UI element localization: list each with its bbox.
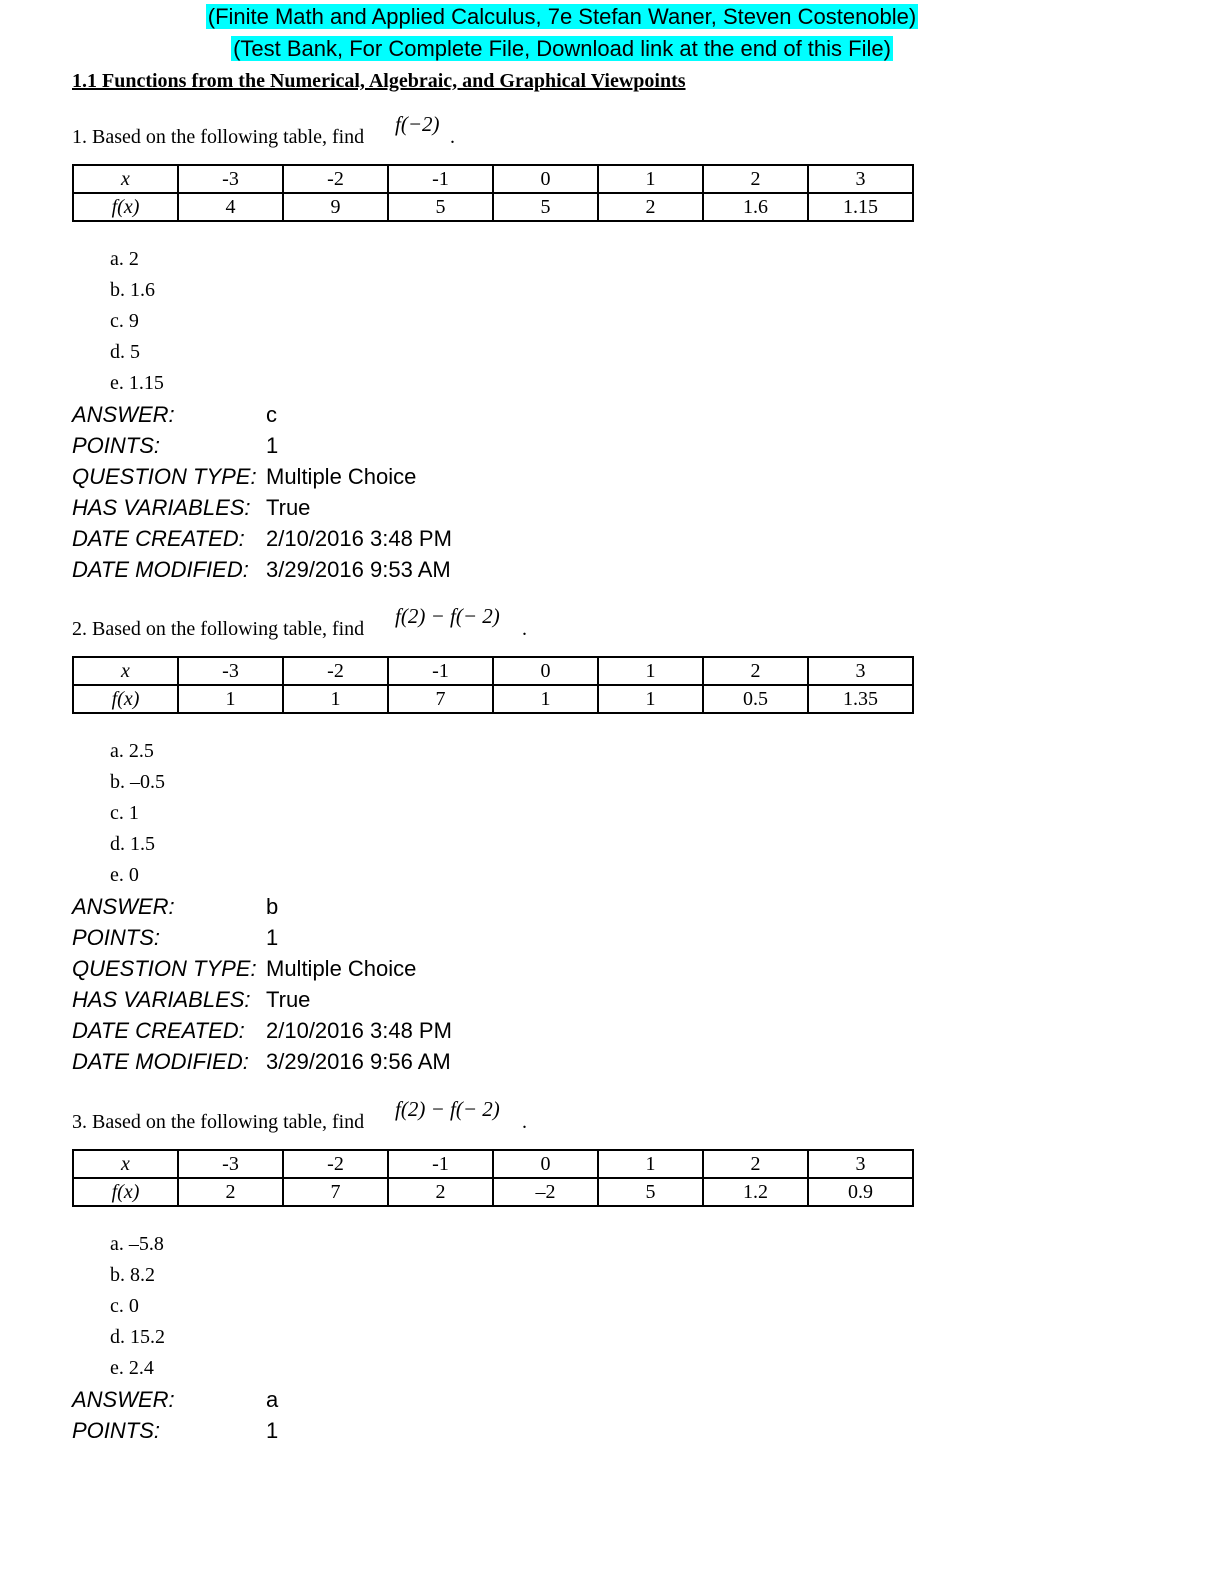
values-table [72, 1149, 914, 1207]
question-metadata [72, 399, 1172, 585]
points-label: POINTS: [72, 925, 161, 950]
values-table [72, 656, 914, 714]
table-cell: -3 [178, 165, 283, 193]
answer-value: a [266, 1387, 279, 1412]
table-cell: 5 [493, 193, 598, 221]
question-type-label: QUESTION TYPE: [72, 956, 257, 981]
math-expression: f(2) − f(− 2) [395, 1097, 500, 1121]
question-2 [72, 604, 1172, 1077]
table-cell: 3 [808, 1150, 913, 1178]
table-cell: 0 [493, 165, 598, 193]
period: . [522, 618, 527, 640]
date-created-label: DATE CREATED: [72, 526, 245, 551]
table-cell: 1 [178, 685, 283, 713]
answer-choices [110, 736, 1172, 891]
choice-e: e. 2.4 [110, 1357, 154, 1379]
table-row-fx [73, 685, 913, 713]
table-cell: 1.15 [808, 193, 913, 221]
header-line-1 [0, 3, 1174, 31]
table-cell: 3 [808, 165, 913, 193]
table-cell: 5 [598, 1178, 703, 1206]
table-cell: 4 [178, 193, 283, 221]
table-row-x [73, 1150, 913, 1178]
choice-c: c. 9 [110, 310, 139, 332]
choice-a: a. 2.5 [110, 740, 154, 762]
table-cell: 1 [598, 657, 703, 685]
header-line-1-text: (Finite Math and Applied Calculus, 7e Stefan Waner, Steven Costenoble) [207, 4, 917, 29]
answer-label: ANSWER: [72, 1387, 175, 1412]
table-cell: 1.2 [703, 1178, 808, 1206]
points-value: 1 [266, 925, 279, 950]
points-value: 1 [266, 433, 279, 458]
date-created-value: 2/10/2016 3:48 PM [266, 526, 452, 551]
table-cell: 1 [493, 685, 598, 713]
date-modified-label: DATE MODIFIED: [72, 557, 249, 582]
answer-choices [110, 1229, 1172, 1384]
table-cell: -2 [283, 1150, 388, 1178]
question-metadata [72, 891, 1172, 1077]
math-expression: f(2) − f(− 2) [395, 604, 500, 628]
question-prompt [72, 112, 1172, 160]
has-variables-value: True [266, 987, 311, 1012]
table-cell: -2 [283, 657, 388, 685]
choice-c: c. 1 [110, 802, 139, 824]
date-modified-label: DATE MODIFIED: [72, 1049, 249, 1074]
question-text: 2. Based on the following table, find [72, 618, 365, 640]
date-created-label: DATE CREATED: [72, 1018, 245, 1043]
table-cell: 7 [283, 1178, 388, 1206]
table-header-x: x [73, 165, 178, 193]
table-cell: -2 [283, 165, 388, 193]
has-variables-value: True [266, 495, 311, 520]
table-row-fx [73, 193, 913, 221]
table-header-fx: f(x) [73, 685, 178, 713]
has-variables-label: HAS VARIABLES: [72, 495, 251, 520]
table-cell: 1 [283, 685, 388, 713]
table-cell: 9 [283, 193, 388, 221]
table-cell: 0.5 [703, 685, 808, 713]
question-metadata [72, 1384, 1172, 1446]
table-cell: 0.9 [808, 1178, 913, 1206]
question-prompt [72, 1097, 1172, 1145]
math-expression: f(−2) [395, 112, 440, 136]
header-line-2-text: (Test Bank, For Complete File, Download link at the end of this File) [233, 36, 891, 61]
choice-a: a. –5.8 [110, 1233, 164, 1255]
choice-d: d. 5 [110, 341, 140, 363]
table-cell: 3 [808, 657, 913, 685]
period: . [522, 1111, 527, 1133]
has-variables-label: HAS VARIABLES: [72, 987, 251, 1012]
answer-choices [110, 244, 1172, 399]
table-cell: 2 [703, 657, 808, 685]
table-cell: 2 [598, 193, 703, 221]
table-cell: 5 [388, 193, 493, 221]
table-cell: 2 [703, 1150, 808, 1178]
table-cell: 2 [703, 165, 808, 193]
choice-e: e. 1.15 [110, 372, 164, 394]
date-created-value: 2/10/2016 3:48 PM [266, 1018, 452, 1043]
table-row-x [73, 165, 913, 193]
table-cell: 2 [388, 1178, 493, 1206]
table-cell: 1.6 [703, 193, 808, 221]
question-3 [72, 1097, 1172, 1446]
answer-value: c [266, 402, 277, 427]
choice-e: e. 0 [110, 864, 139, 886]
header-line-2 [0, 35, 1174, 63]
date-modified-value: 3/29/2016 9:53 AM [266, 557, 451, 582]
table-cell: 0 [493, 657, 598, 685]
question-type-label: QUESTION TYPE: [72, 464, 257, 489]
table-cell: 1.35 [808, 685, 913, 713]
table-header-fx: f(x) [73, 193, 178, 221]
points-label: POINTS: [72, 433, 161, 458]
table-header-fx: f(x) [73, 1178, 178, 1206]
table-header-x: x [73, 1150, 178, 1178]
section-title: 1.1 Functions from the Numerical, Algebraic, and Graphical Viewpoints [72, 70, 686, 92]
choice-c: c. 0 [110, 1295, 139, 1317]
points-value: 1 [266, 1418, 279, 1443]
answer-value: b [266, 894, 279, 919]
question-prompt [72, 604, 1172, 652]
period: . [450, 126, 455, 148]
choice-a: a. 2 [110, 248, 139, 270]
answer-label: ANSWER: [72, 894, 175, 919]
choice-b: b. –0.5 [110, 771, 165, 793]
table-row-fx [73, 1178, 913, 1206]
question-type-value: Multiple Choice [266, 464, 417, 489]
table-cell: -3 [178, 1150, 283, 1178]
answer-label: ANSWER: [72, 402, 175, 427]
table-cell: 1 [598, 685, 703, 713]
choice-b: b. 1.6 [110, 279, 155, 301]
table-header-x: x [73, 657, 178, 685]
values-table [72, 164, 914, 222]
table-cell: -1 [388, 165, 493, 193]
table-cell: –2 [493, 1178, 598, 1206]
table-cell: 0 [493, 1150, 598, 1178]
question-type-value: Multiple Choice [266, 956, 417, 981]
table-cell: -1 [388, 1150, 493, 1178]
question-text: 1. Based on the following table, find [72, 126, 365, 148]
choice-d: d. 15.2 [110, 1326, 165, 1348]
date-modified-value: 3/29/2016 9:56 AM [266, 1049, 451, 1074]
choice-b: b. 8.2 [110, 1264, 155, 1286]
table-cell: -3 [178, 657, 283, 685]
choice-d: d. 1.5 [110, 833, 155, 855]
table-cell: 2 [178, 1178, 283, 1206]
table-cell: 1 [598, 165, 703, 193]
table-row-x [73, 657, 913, 685]
question-1 [72, 112, 1172, 585]
question-text: 3. Based on the following table, find [72, 1111, 365, 1133]
table-cell: -1 [388, 657, 493, 685]
points-label: POINTS: [72, 1418, 161, 1443]
table-cell: 1 [598, 1150, 703, 1178]
table-cell: 7 [388, 685, 493, 713]
